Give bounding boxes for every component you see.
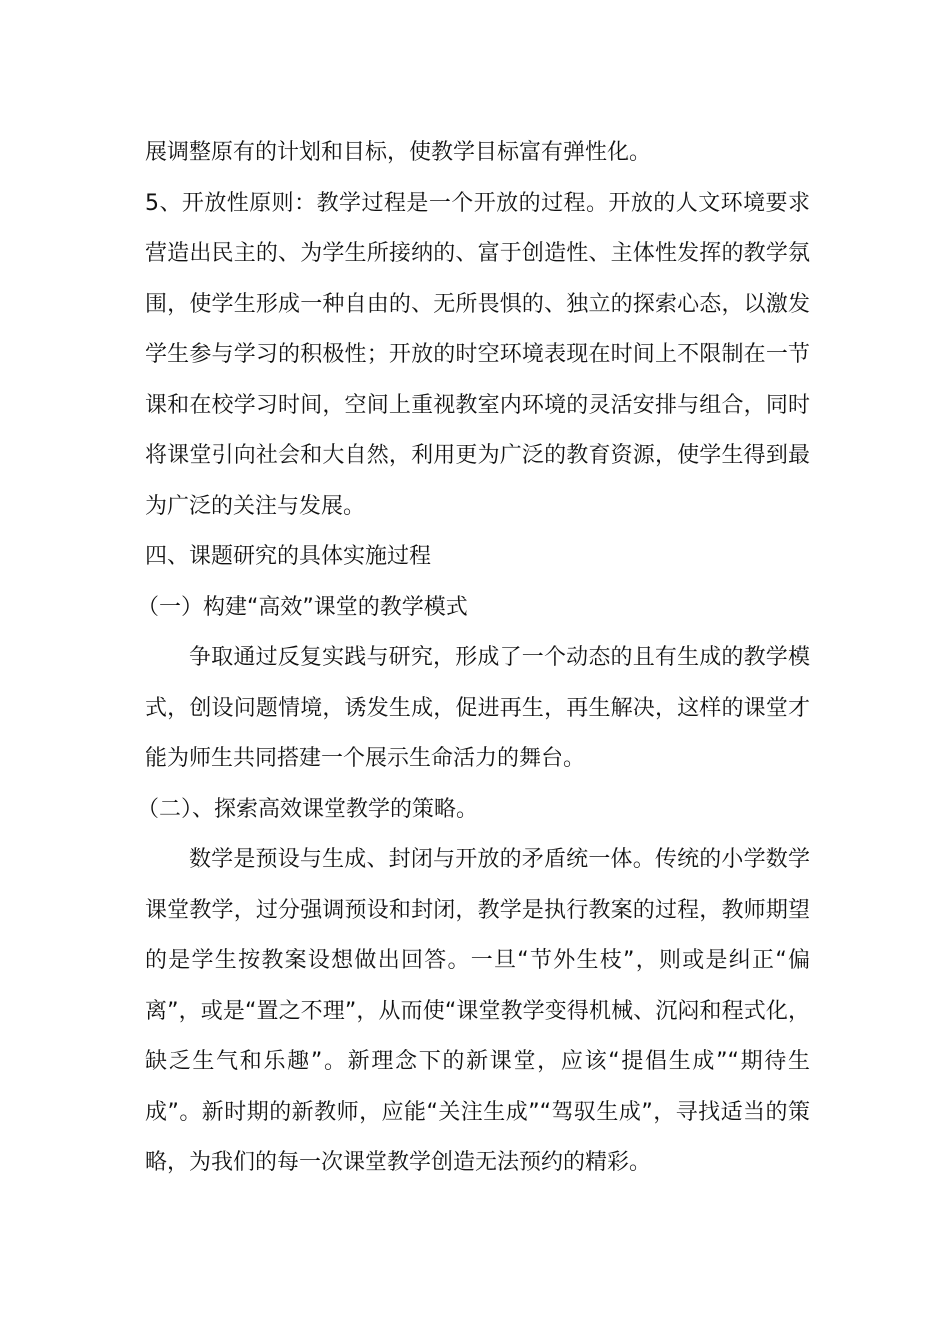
paragraph-continuation: 展调整原有的计划和目标，使教学目标富有弹性化。 xyxy=(145,140,652,165)
section-heading-implementation: 四、课题研究的具体实施过程 xyxy=(145,544,432,569)
subheading-strategies: （二）、探索高效课堂教学的策略。 xyxy=(137,796,479,822)
document-body xyxy=(137,128,810,1189)
paragraph-teaching-model: 争取通过反复实践与研究，形成了一个动态的且有生成的教学模式，创设问题情境，诱发生成，促进再生，再生解决，这样的课堂才能为师生共同搭建一个展示生命活力的舞台。 xyxy=(145,645,810,771)
subheading-teaching-model: （一）构建“高效”课堂的教学模式 xyxy=(137,594,468,620)
paragraph-strategies: 数学是预设与生成、封闭与开放的矛盾统一体。传统的小学数学课堂教学，过分强调预设和封闭，教学是执行教案的过程，教师期望的是学生按教案设想做出回答。一旦“节外生枝”，则或是纠正“偏离”，或是“置之不理”，从而使“课堂教学变得机械、沉闷和程式化，缺乏生气和乐趣”。新理念下的新课堂，应该“提倡生成”“期待生成”。新时期的新教师，应能“关注生成”“驾驭生成”，寻找适当的策略，为我们的每一次课堂教学创造无法预约的精彩。 xyxy=(145,847,810,1175)
paragraph-openness-principle: 5、开放性原则：教学过程是一个开放的过程。开放的人文环境要求营造出民主的、为学生所接纳的、富于创造性、主体性发挥的教学氛围，使学生形成一种自由的、无所畏惧的、独立的探索心态，以激发学生参与学习的积极性；开放的时空环境表现在时间上不限制在一节课和在校学习时间，空间上重视教室内环境的灵活安排与组合，同时将课堂引向社会和大自然，利用更为广泛的教育资源，使学生得到最为广泛的关注与发展。 xyxy=(145,190,810,519)
